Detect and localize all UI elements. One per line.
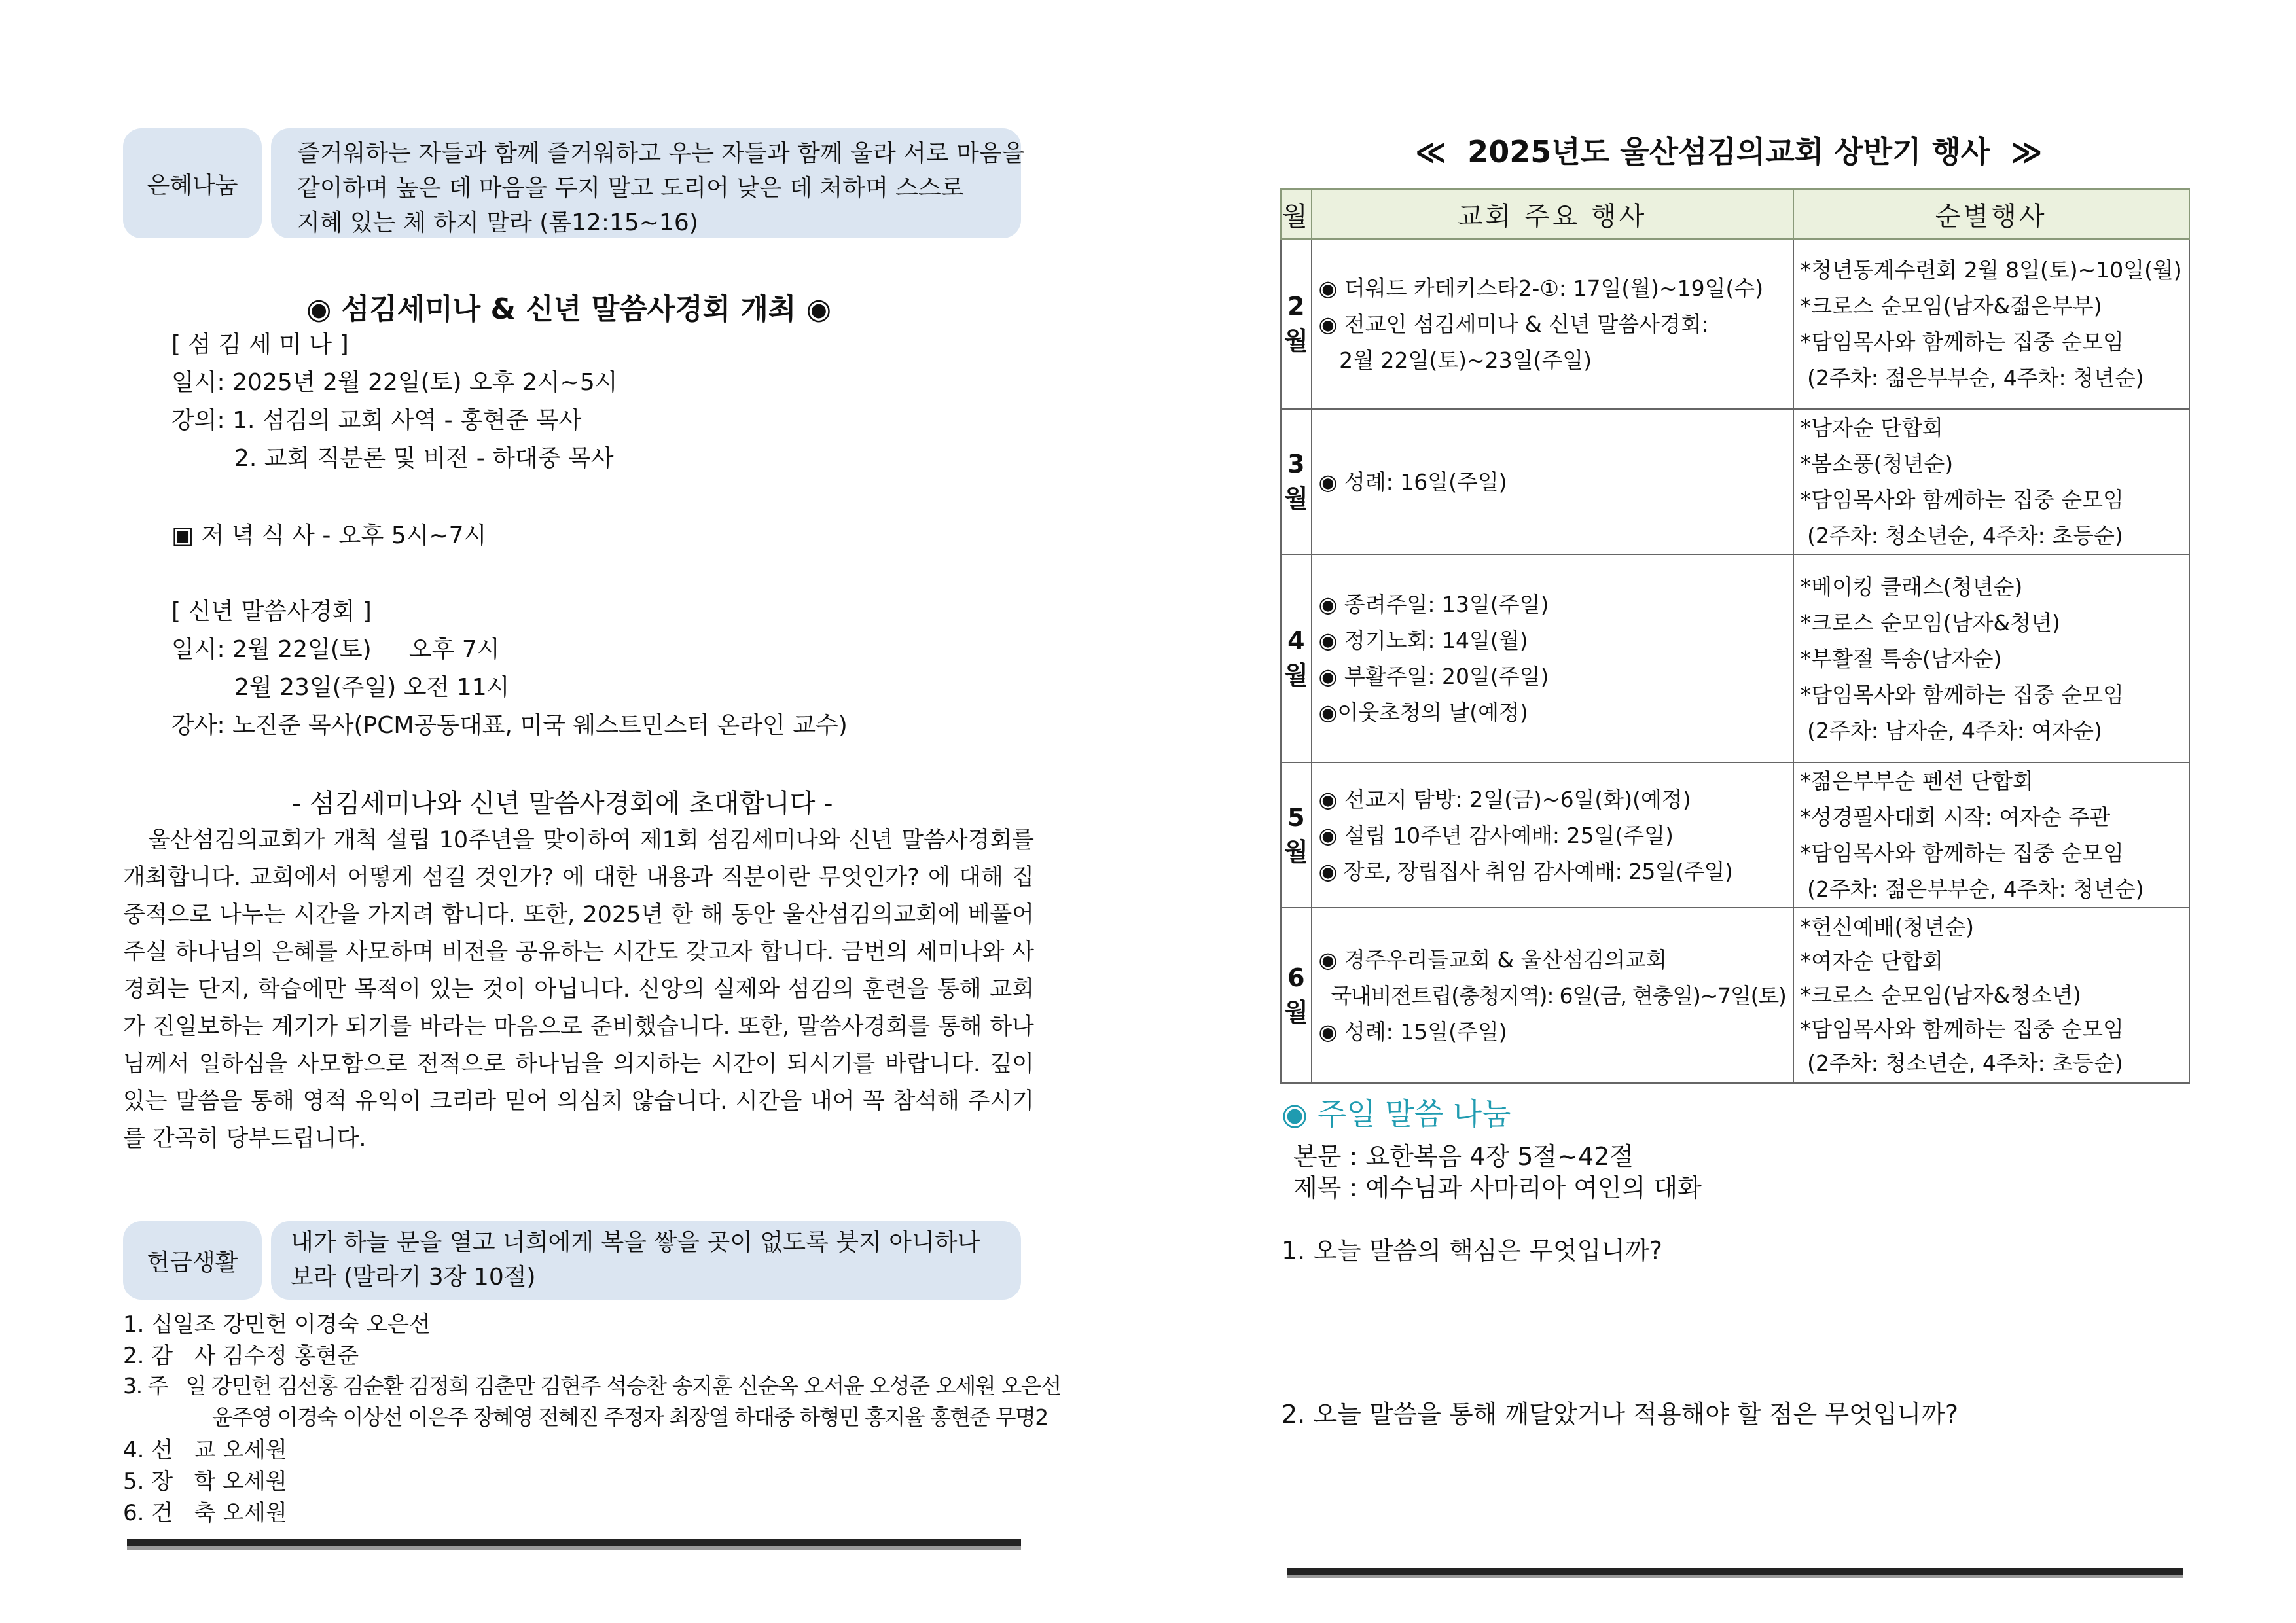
group-item: *헌신예배(청년순) <box>1800 914 1975 940</box>
group-item: *베이킹 클래스(청년순) <box>1800 573 2023 599</box>
sermon-text: 본문 : 요한복음 4장 5절~42절 <box>1293 1142 1634 1171</box>
month-cell: 5월 <box>1281 762 1312 908</box>
event-item: ◉ 성례: 15일(주일) <box>1318 1018 1507 1044</box>
group-item: *담임목사와 함께하는 집중 순모임 <box>1800 1016 2124 1042</box>
group-item: *담임목사와 함께하는 집중 순모임 <box>1800 681 2124 707</box>
grace-label-text: 은혜나눔 <box>147 171 238 199</box>
offering-item-building: 6. 건 축 오세원 <box>123 1500 287 1526</box>
question-1: 1. 오늘 말씀의 핵심은 무엇입니까? <box>1282 1236 1662 1265</box>
church-events-cell <box>1312 239 1793 409</box>
event-item: ◉ 부활주일: 20일(주일) <box>1318 664 1549 689</box>
schedule-table <box>1280 188 2190 1084</box>
schedule-title: ≪ 2025년도 울산섬김의교회 상반기 행사 ≫ <box>1415 134 2043 169</box>
event-item: ◉ 더워드 카테키스타2-①: 17일(월)~19일(수) <box>1318 275 1764 301</box>
month-cell: 3월 <box>1281 409 1312 554</box>
group-item: *크로스 순모임(남자&청소년) <box>1800 982 2081 1008</box>
seminar-lecture-2: 2. 교회 직분론 및 비전 - 하대중 목사 <box>234 445 614 472</box>
dinner-info: ▣ 저 녁 식 사 - 오후 5시~7시 <box>171 522 487 549</box>
group-item: *크로스 순모임(남자&청년) <box>1800 609 2060 635</box>
offering-label-text: 헌금생활 <box>147 1249 238 1276</box>
group-events-cell <box>1793 409 2189 554</box>
group-events-cell <box>1793 239 2189 409</box>
event-item: ◉ 전교인 섬김세미나 & 신년 말씀사경회: <box>1318 311 1709 337</box>
table-row <box>1281 554 2189 762</box>
offering-line-1: 내가 하늘 문을 열고 너희에게 복을 쌓을 곳이 없도록 붓지 아니하나 <box>291 1229 980 1256</box>
month-cell: 6월 <box>1281 908 1312 1083</box>
group-item: *담임목사와 함께하는 집중 순모임 <box>1800 329 2124 355</box>
event-item: ◉ 선교지 탐방: 2일(금)~6일(화)(예정) <box>1318 786 1691 812</box>
sermon-subject: 제목 : 예수님과 사마리아 여인의 대화 <box>1293 1173 1702 1202</box>
header-church-events: 교회 주요 행사 <box>1312 189 1793 239</box>
offering-line-2: 보라 (말라기 3장 10절) <box>291 1264 536 1291</box>
event-item: ◉ 정기노회: 14일(월) <box>1318 628 1528 653</box>
offering-item-mission: 4. 선 교 오세원 <box>123 1437 287 1463</box>
group-item: *크로스 순모임(남자&젊은부부) <box>1800 293 2102 319</box>
group-events-cell <box>1793 554 2189 762</box>
month-cell: 2월 <box>1281 239 1312 409</box>
month-cell: 4월 <box>1281 554 1312 762</box>
table-row <box>1281 239 2189 409</box>
church-events-cell <box>1312 409 1793 554</box>
table-row <box>1281 409 2189 554</box>
church-events-cell <box>1312 554 1793 762</box>
offering-item-sunday: 3. 주 일 강민헌 김선홍 김순환 김정희 김춘만 김현주 석승찬 송지훈 신순옥 오서윤 오성준 오세원 오은선 <box>123 1373 1061 1399</box>
grace-verse-box <box>271 128 1025 238</box>
newyear-speaker: 강사: 노진준 목사(PCM공동대표, 미국 웨스트민스터 온라인 교수) <box>171 712 848 739</box>
right-bottom-rule <box>1287 1568 2183 1575</box>
table-row <box>1281 908 2189 1083</box>
offering-item-thanks: 2. 감 사 김수정 홍현준 <box>123 1343 359 1369</box>
invite-title: - 섬김세미나와 신년 말씀사경회에 초대합니다 - <box>292 789 833 819</box>
group-item: *봄소풍(청년순) <box>1800 451 1954 476</box>
group-events-cell <box>1793 762 2189 908</box>
group-item: *담임목사와 함께하는 집중 순모임 <box>1800 840 2124 866</box>
event-item: 국내비전트립(충청지역): 6일(금, 현충일)~7일(토) <box>1318 982 1786 1008</box>
group-item: *청년동계수련회 2월 8일(토)~10일(월) <box>1800 257 2182 283</box>
newyear-date-2: 2월 23일(주일) 오전 11시 <box>234 674 510 701</box>
event-item: ◉이웃초청의 날(예정) <box>1318 700 1528 725</box>
group-item: (2주차: 젊은부부순, 4주차: 청년순) <box>1800 876 2144 902</box>
event-item: ◉ 장로, 장립집사 취임 감사예배: 25일(주일) <box>1318 858 1733 884</box>
church-events-cell <box>1312 908 1793 1083</box>
seminar-date: 일시: 2025년 2월 22일(토) 오후 2시~5시 <box>171 369 618 396</box>
question-2: 2. 오늘 말씀을 통해 깨달았거나 적용해야 할 점은 무엇입니까? <box>1282 1400 1959 1429</box>
newyear-subtitle: [ 신년 말씀사경회 ] <box>171 598 372 625</box>
offering-item-tithe: 1. 십일조 강민헌 이경숙 오은선 <box>123 1311 431 1338</box>
group-events-cell <box>1793 908 2189 1083</box>
header-month: 월 <box>1281 189 1312 239</box>
group-item: (2주차: 젊은부부순, 4주차: 청년순) <box>1800 365 2144 391</box>
seminar-lecture-1: 강의: 1. 섬김의 교회 사역 - 홍현준 목사 <box>171 407 582 434</box>
event-item: ◉ 경주우리들교회 & 울산섬김의교회 <box>1318 946 1667 972</box>
offering-item-scholarship: 5. 장 학 오세원 <box>123 1469 287 1495</box>
event-item: ◉ 종려주일: 13일(주일) <box>1318 592 1549 617</box>
table-row <box>1281 762 2189 908</box>
group-item: *성경필사대회 시작: 여자순 주관 <box>1800 804 2111 830</box>
event-item: ◉ 성례: 16일(주일) <box>1318 469 1507 495</box>
group-item: (2주차: 청소년순, 4주차: 초등순) <box>1800 523 2123 548</box>
newyear-date-1: 일시: 2월 22일(토) 오후 7시 <box>171 636 500 663</box>
offering-item-sunday-cont: 윤주영 이경숙 이상선 이은주 장혜영 전혜진 주정자 최장열 하대중 하형민 홍지율 홍현준 무명2 <box>212 1404 1048 1430</box>
seminar-subtitle: [ 섬 김 세 미 나 ] <box>171 331 349 358</box>
offering-verse-box <box>271 1221 1021 1300</box>
group-item: *여자순 단합회 <box>1800 948 1943 974</box>
seminar-title: ◉ 섬김세미나 & 신년 말씀사경회 개최 ◉ <box>306 293 832 326</box>
grace-line-1: 즐거워하는 자들과 함께 즐거워하고 우는 자들과 함께 울라 서로 마음을 <box>297 140 1025 167</box>
invite-body: 울산섬김의교회가 개척 설립 10주년을 맞이하여 제1회 섬김세미나와 신년 말씀사경회를 개최합니다. 교회에서 어떻게 섬길 것인가? 에 대한 내용과 직분이란 무엇인가? 에 대해 집중적으로 나누는 시간을 가지려 합니다. 또한, 2025년 한 해 동안 울산섬김의교회에 베풀어주실 하나님의 은혜를 사모하며 비전을 공유하는 시간도 갖고자 합니다. 금번의 세미나와 사경회는 단지, 학습에만 목적이 있는 것이 아닙니다. 신앙의 실제와 섬김의 훈련을 통해 교회가 진일보하는 계기가 되기를 바라는 마음으로 준비했습니다. 또한, 말씀사경회를 통해 하나님께서 일하심을 사모함으로 전적으로 하나님을 의지하는 시간이 되시기를 바랍니다. 깊이 있는 말씀을 통해 영적 유익이 크리라 믿어 의심치 않습니다. 시간을 내어 꼭 참석해 주시기를 간곡히 당부드립니다. <box>123 827 1034 1152</box>
group-item: *젊은부부순 펜션 단합회 <box>1800 768 2034 794</box>
offering-label <box>123 1221 262 1300</box>
group-item: *부활절 특송(남자순) <box>1800 645 2002 671</box>
left-bottom-rule <box>127 1539 1021 1546</box>
group-item: *남자순 단합회 <box>1800 415 1943 440</box>
event-item: ◉ 설립 10주년 감사예배: 25일(주일) <box>1318 822 1674 848</box>
sermon-section-title: ◉ 주일 말씀 나눔 <box>1282 1096 1511 1132</box>
grace-line-2: 같이하며 높은 데 마음을 두지 말고 도리어 낮은 데 처하며 스스로 <box>297 175 964 202</box>
group-item: (2주차: 청소년순, 4주차: 초등순) <box>1800 1050 2123 1076</box>
group-item: *담임목사와 함께하는 집중 순모임 <box>1800 487 2124 512</box>
church-events-cell <box>1312 762 1793 908</box>
grace-line-3: 지혜 있는 체 하지 말라 (롬12:15~16) <box>297 209 698 236</box>
event-item: 2월 22일(토)~23일(주일) <box>1318 347 1592 373</box>
header-group-events: 순별행사 <box>1793 189 2189 239</box>
grace-label <box>123 128 262 238</box>
group-item: (2주차: 남자순, 4주차: 여자순) <box>1800 717 2102 743</box>
schedule-header-row <box>1281 189 2189 239</box>
